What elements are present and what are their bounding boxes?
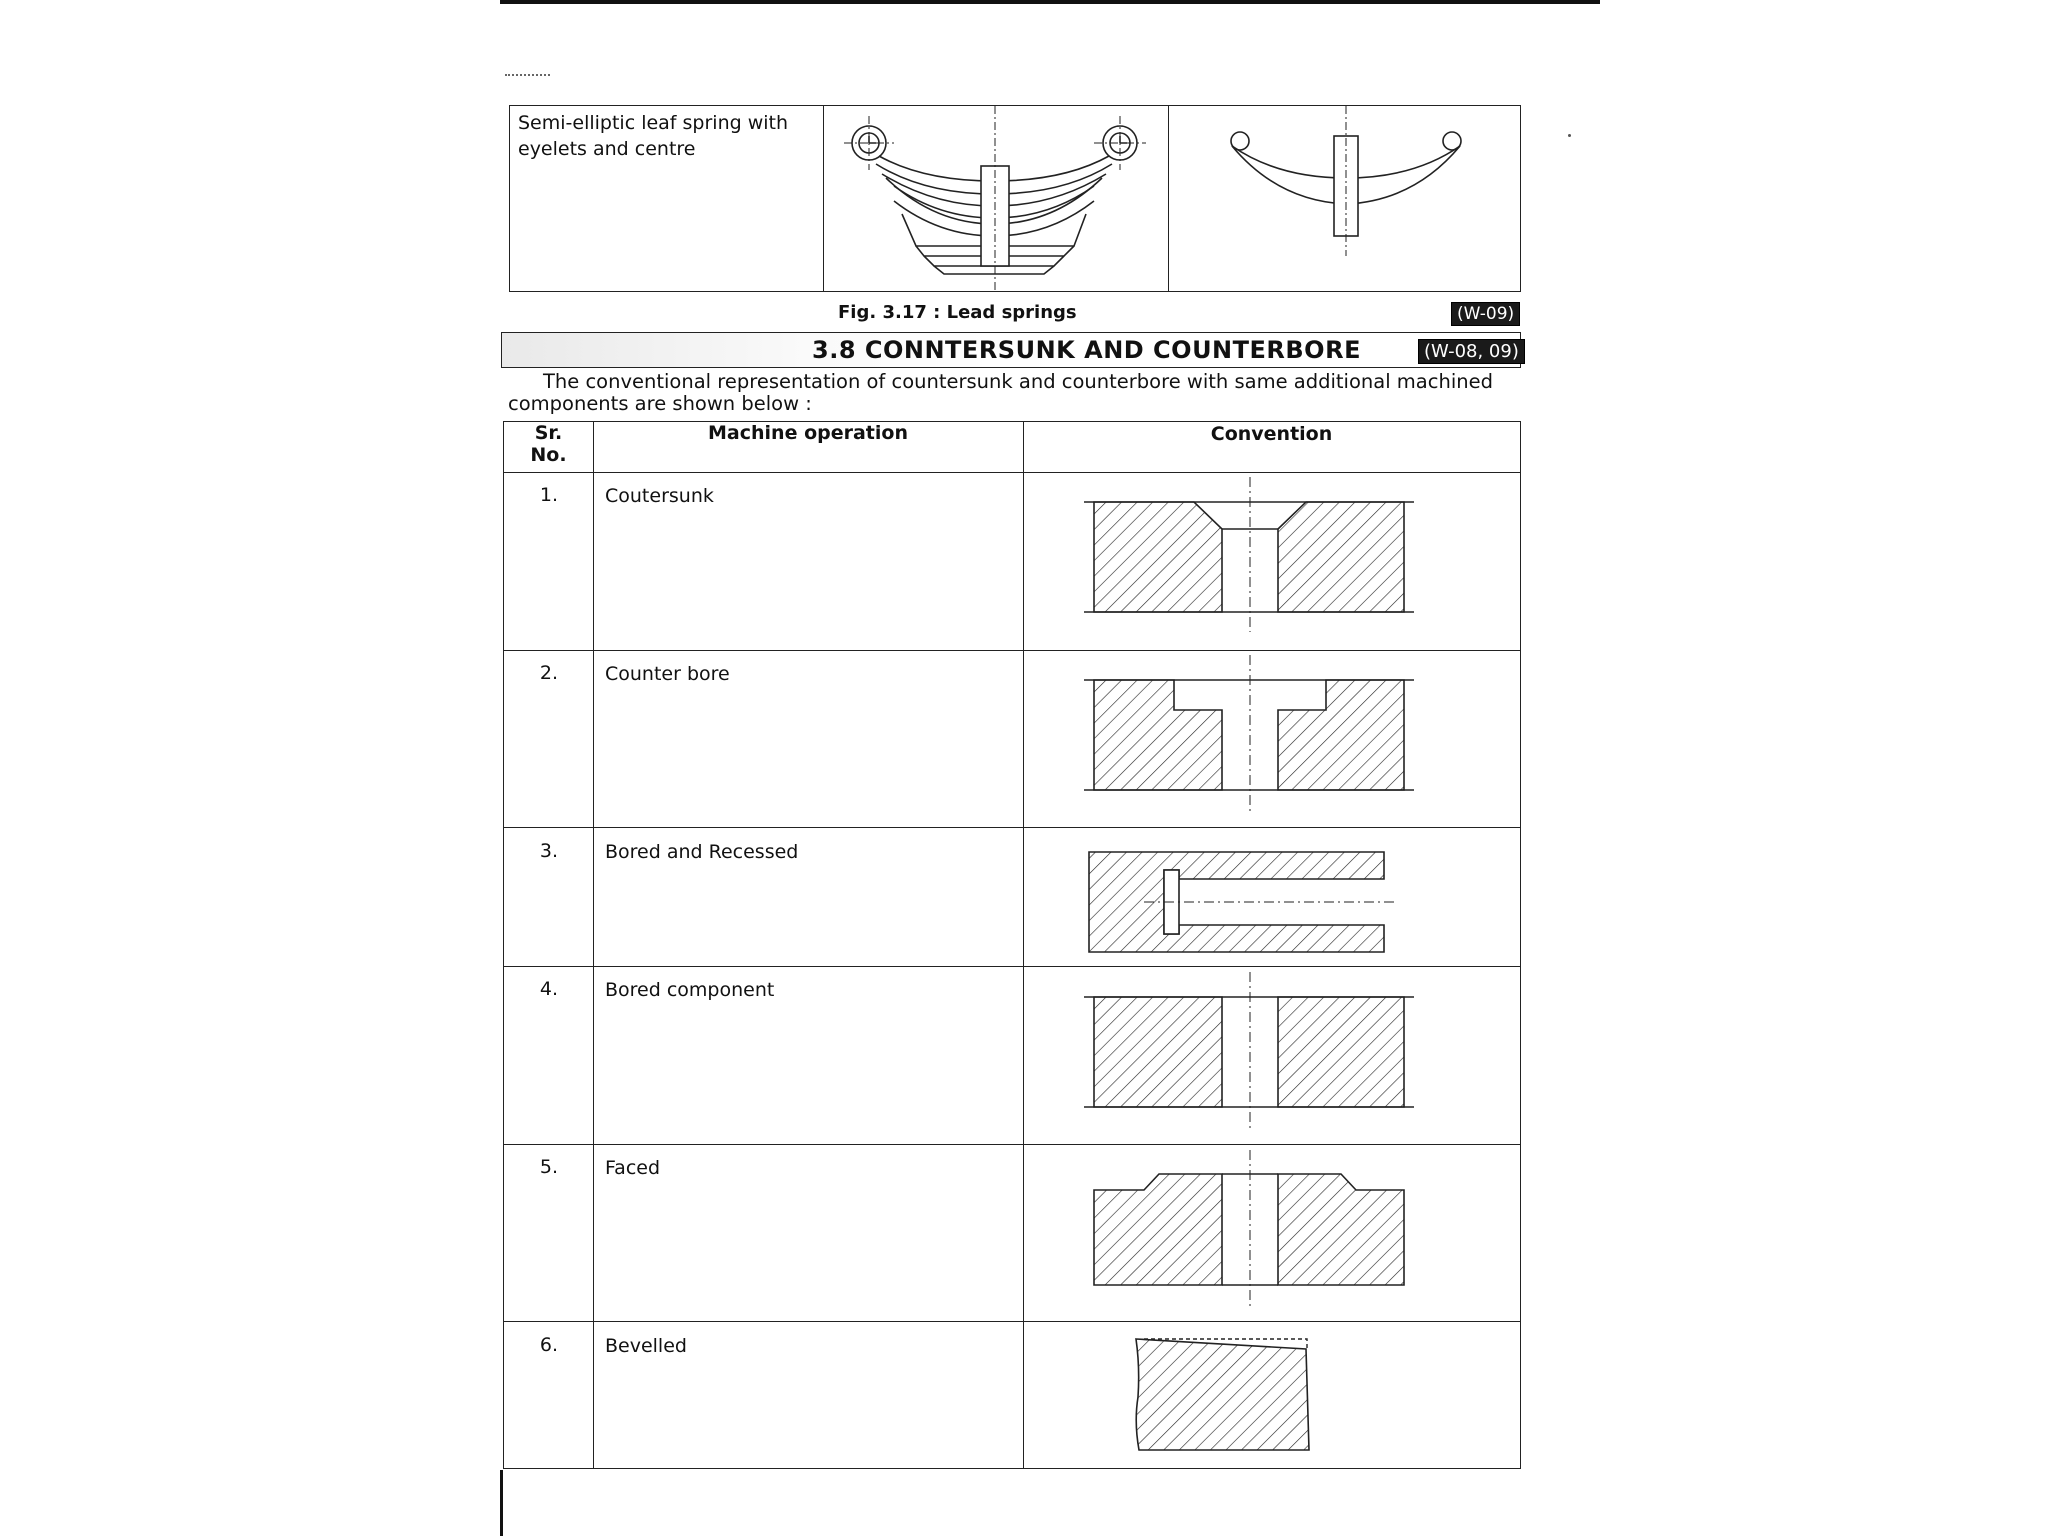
- row-operation-name: Bored component: [605, 979, 775, 1001]
- intro-paragraph: The conventional representation of countersunk and counterbore with same additional machined components are shown below :: [508, 370, 1493, 415]
- scan-mark: [505, 74, 550, 78]
- bevelled-drawing-icon: [1084, 1327, 1414, 1462]
- row-divider: [504, 966, 1520, 967]
- header-sr-line2: No.: [530, 444, 567, 466]
- countersunk-drawing-icon: [1084, 477, 1414, 632]
- header-sr-line1: Sr.: [534, 422, 563, 444]
- machining-operations-table: [503, 421, 1521, 1469]
- left-border-rule: [500, 1470, 503, 1536]
- leaf-spring-drawing-cell: [824, 106, 1169, 291]
- top-border-rule: [500, 0, 1600, 4]
- exam-reference-badge: (W-09): [1451, 302, 1520, 326]
- row-divider: [504, 1144, 1520, 1145]
- leaf-spring-conventional-cell: [1168, 106, 1520, 291]
- row-operation-name: Bored and Recessed: [605, 841, 799, 863]
- leaf-spring-row: [509, 105, 1521, 292]
- row-divider: [504, 472, 1520, 473]
- row-divider: [504, 1321, 1520, 1322]
- row-divider: [504, 827, 1520, 828]
- header-convention: Convention: [1210, 423, 1333, 445]
- faced-drawing-icon: [1084, 1150, 1414, 1310]
- row-operation-name: Coutersunk: [605, 485, 714, 507]
- row-sr-number: 2.: [539, 662, 559, 684]
- figure-caption: Fig. 3.17 : Lead springs: [838, 302, 1077, 323]
- section-exam-badge: (W-08, 09): [1418, 339, 1525, 364]
- scan-dot: [1568, 134, 1571, 137]
- row-sr-number: 4.: [539, 978, 559, 1000]
- leaf-spring-conventional-drawing: [1168, 106, 1520, 291]
- column-divider: [593, 422, 594, 1468]
- header-sr-no: [504, 422, 593, 466]
- column-divider: [1023, 422, 1024, 1468]
- row-divider: [504, 650, 1520, 651]
- row-sr-number: 5.: [539, 1156, 559, 1178]
- row-sr-number: 6.: [539, 1334, 559, 1356]
- bored-recessed-drawing-icon: [1084, 832, 1414, 962]
- row-operation-name: Faced: [605, 1157, 661, 1179]
- bored-component-drawing-icon: [1084, 972, 1414, 1132]
- row-sr-number: 1.: [539, 484, 559, 506]
- row-operation-name: Counter bore: [605, 663, 730, 685]
- row-operation-name: Bevelled: [605, 1335, 687, 1357]
- section-title: 3.8 CONNTERSUNK AND COUNTERBORE: [812, 336, 1361, 364]
- header-operation: Machine operation: [708, 422, 908, 444]
- row-sr-number: 3.: [539, 840, 559, 862]
- counterbore-drawing-icon: [1084, 655, 1414, 815]
- leaf-spring-pictorial-drawing: [824, 106, 1168, 291]
- leaf-spring-description: Semi-elliptic leaf spring with eyelets and centre: [510, 106, 824, 291]
